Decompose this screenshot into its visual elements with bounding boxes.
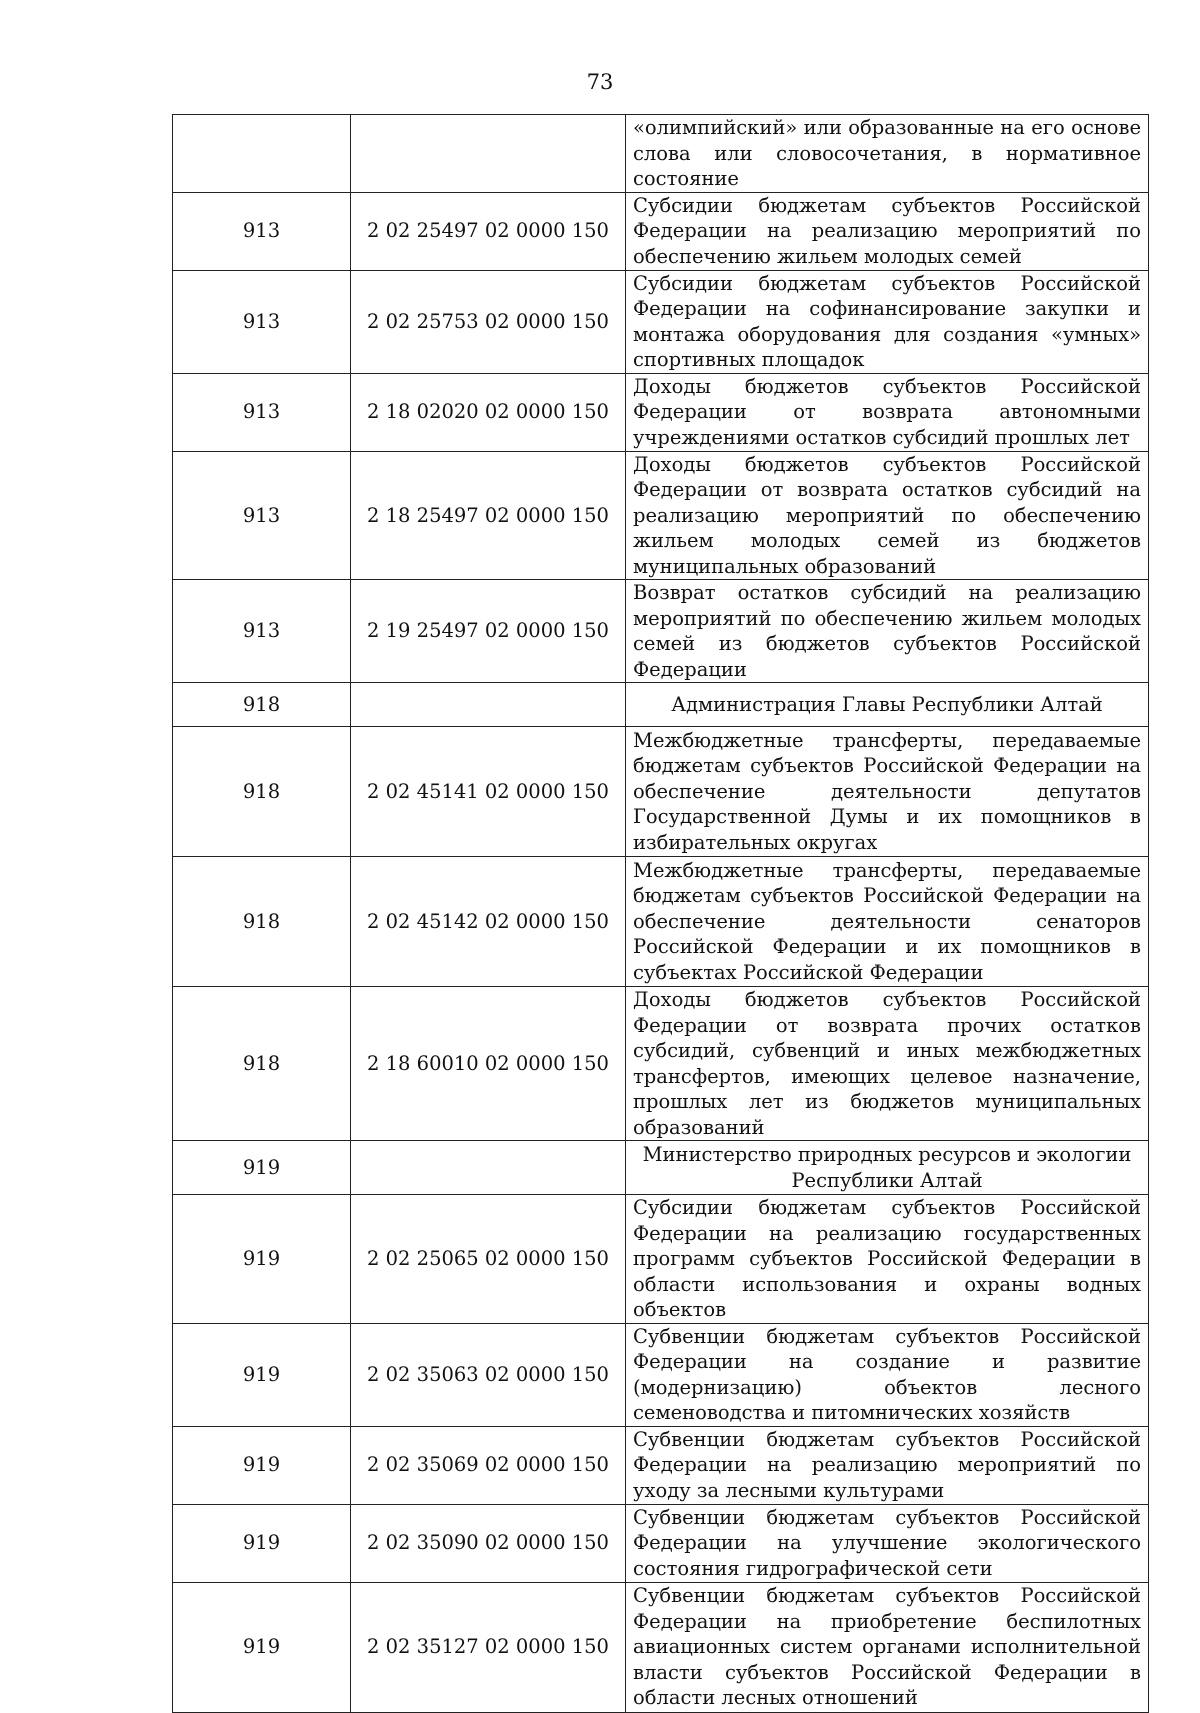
- table-row: [173, 857, 1149, 987]
- budget-code-cell: 2 02 25065 02 0000 150: [351, 1195, 626, 1324]
- admin-code-cell: 919: [173, 1582, 351, 1712]
- table-row: [173, 1426, 1149, 1504]
- admin-code-cell: 913: [173, 451, 351, 580]
- admin-code-cell: 913: [173, 580, 351, 683]
- description-cell: Субсидии бюджетам субъектов Российской Федерации на реализацию мероприятий по обеспечению жильем молодых семей: [626, 192, 1149, 270]
- budget-code-cell: 2 02 25753 02 0000 150: [351, 270, 626, 373]
- budget-code-cell: 2 02 45142 02 0000 150: [351, 857, 626, 987]
- table-row: [173, 1504, 1149, 1582]
- table-row: [173, 373, 1149, 451]
- admin-code-cell: 918: [173, 857, 351, 987]
- budget-code-cell: [351, 1141, 626, 1195]
- budget-classification-table: [172, 114, 1149, 1713]
- administrator-heading-cell: Администрация Главы Республики Алтай: [626, 683, 1149, 727]
- description-cell: Субсидии бюджетам субъектов Российской Федерации на софинансирование закупки и монтажа оборудования для создания «умных» спортивных площадок: [626, 270, 1149, 373]
- budget-code-cell: 2 02 25497 02 0000 150: [351, 192, 626, 270]
- budget-code-cell: 2 02 35069 02 0000 150: [351, 1426, 626, 1504]
- description-cell: Субвенции бюджетам субъектов Российской Федерации на приобретение беспилотных авиационных систем органами исполнительной власти субъектов Российской Федерации в области лесных отношений: [626, 1582, 1149, 1712]
- table-row: [173, 1323, 1149, 1426]
- table-row: [173, 1582, 1149, 1712]
- budget-code-cell: 2 18 60010 02 0000 150: [351, 987, 626, 1141]
- budget-code-cell: 2 02 35090 02 0000 150: [351, 1504, 626, 1582]
- table-row: [173, 270, 1149, 373]
- description-cell: Субвенции бюджетам субъектов Российской Федерации на улучшение экологического состояния гидрографической сети: [626, 1504, 1149, 1582]
- admin-code-cell: 919: [173, 1141, 351, 1195]
- budget-code-cell: 2 18 25497 02 0000 150: [351, 451, 626, 580]
- administrator-heading-cell: Министерство природных ресурсов и экологии Республики Алтай: [626, 1141, 1149, 1195]
- admin-code-cell: 918: [173, 987, 351, 1141]
- admin-code-cell: 919: [173, 1323, 351, 1426]
- budget-code-cell: [351, 115, 626, 193]
- admin-code-cell: 918: [173, 683, 351, 727]
- admin-code-cell: [173, 115, 351, 193]
- table-row: [173, 727, 1149, 857]
- table-body: [173, 115, 1149, 1713]
- table-row: [173, 580, 1149, 683]
- description-cell: Доходы бюджетов субъектов Российской Федерации от возврата автономными учреждениями остатков субсидий прошлых лет: [626, 373, 1149, 451]
- budget-code-cell: 2 02 45141 02 0000 150: [351, 727, 626, 857]
- budget-code-cell: 2 02 35063 02 0000 150: [351, 1323, 626, 1426]
- budget-code-cell: [351, 683, 626, 727]
- table-row: [173, 987, 1149, 1141]
- page-number: 73: [586, 70, 614, 94]
- admin-code-cell: 913: [173, 373, 351, 451]
- budget-code-cell: 2 18 02020 02 0000 150: [351, 373, 626, 451]
- table-row: [173, 1141, 1149, 1195]
- admin-code-cell: 919: [173, 1195, 351, 1324]
- table-row: [173, 192, 1149, 270]
- admin-code-cell: 913: [173, 270, 351, 373]
- table-row: [173, 1195, 1149, 1324]
- description-cell: Субвенции бюджетам субъектов Российской Федерации на создание и развитие (модернизацию) объектов лесного семеноводства и питомнических хозяйств: [626, 1323, 1149, 1426]
- description-cell: Возврат остатков субсидий на реализацию мероприятий по обеспечению жильем молодых семей из бюджетов субъектов Российской Федерации: [626, 580, 1149, 683]
- description-cell: Доходы бюджетов субъектов Российской Федерации от возврата остатков субсидий на реализацию мероприятий по обеспечению жильем молодых семей из бюджетов муниципальных образований: [626, 451, 1149, 580]
- admin-code-cell: 919: [173, 1504, 351, 1582]
- description-cell: Субсидии бюджетам субъектов Российской Федерации на реализацию государственных программ субъектов Российской Федерации в области использования и охраны водных объектов: [626, 1195, 1149, 1324]
- description-cell: «олимпийский» или образованные на его основе слова или словосочетания, в нормативное состояние: [626, 115, 1149, 193]
- table-row: [173, 451, 1149, 580]
- budget-code-cell: 2 19 25497 02 0000 150: [351, 580, 626, 683]
- description-cell: Межбюджетные трансферты, передаваемые бюджетам субъектов Российской Федерации на обеспечение деятельности сенаторов Российской Федерации и их помощников в субъектах Российской Федерации: [626, 857, 1149, 987]
- table-row: [173, 683, 1149, 727]
- budget-code-cell: 2 02 35127 02 0000 150: [351, 1582, 626, 1712]
- description-cell: Субвенции бюджетам субъектов Российской Федерации на реализацию мероприятий по уходу за лесными культурами: [626, 1426, 1149, 1504]
- admin-code-cell: 913: [173, 192, 351, 270]
- admin-code-cell: 919: [173, 1426, 351, 1504]
- description-cell: Доходы бюджетов субъектов Российской Федерации от возврата прочих остатков субсидий, субвенций и иных межбюджетных трансфертов, имеющих целевое назначение, прошлых лет из бюджетов муниципальных образований: [626, 987, 1149, 1141]
- description-cell: Межбюджетные трансферты, передаваемые бюджетам субъектов Российской Федерации на обеспечение деятельности депутатов Государственной Думы и их помощников в избирательных округах: [626, 727, 1149, 857]
- admin-code-cell: 918: [173, 727, 351, 857]
- table-row: [173, 115, 1149, 193]
